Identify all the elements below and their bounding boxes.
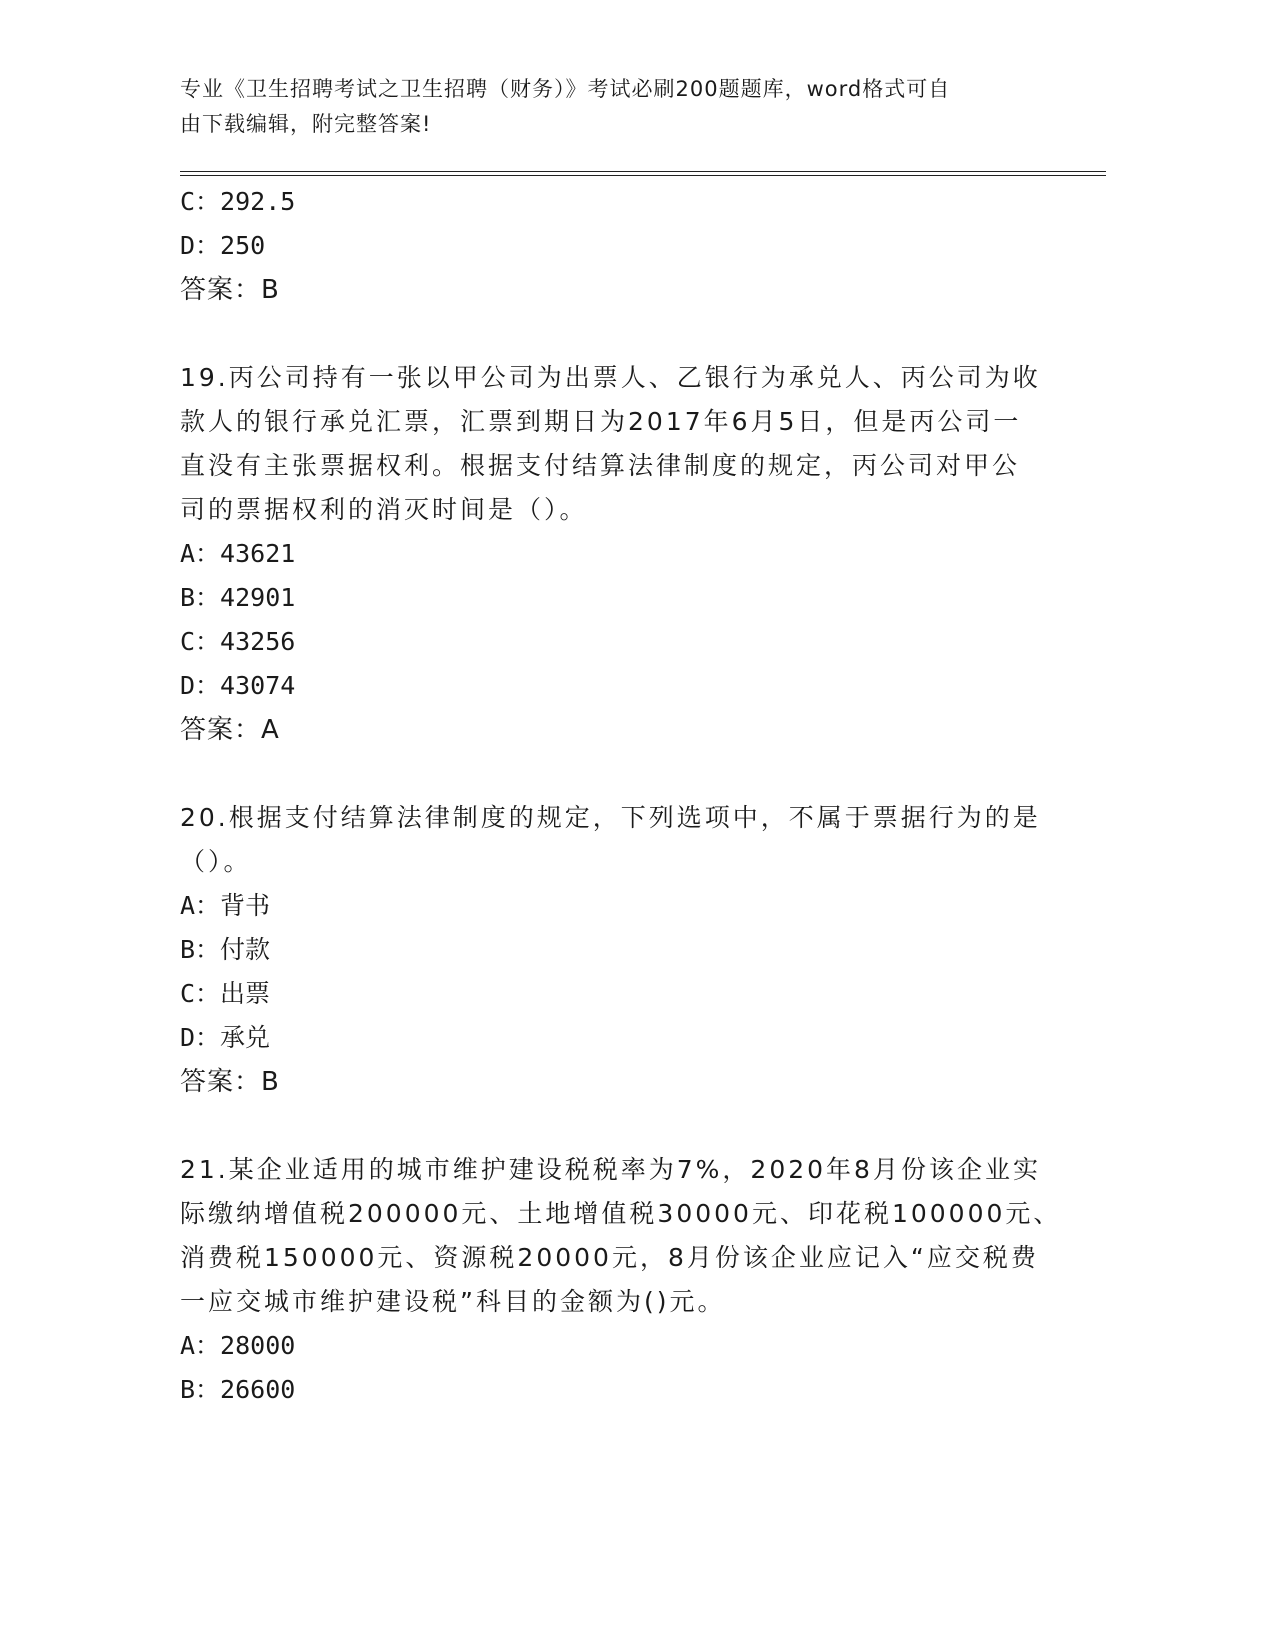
option-d: D：承兑 bbox=[180, 1023, 271, 1052]
question-stem-line: 司的票据权利的消灭时间是（）。 bbox=[180, 495, 588, 524]
option-c: C：43256 bbox=[180, 627, 296, 656]
answer-line: 答案：B bbox=[180, 275, 280, 305]
document-header bbox=[180, 72, 1040, 142]
question-stem-line: 直没有主张票据权利。根据支付结算法律制度的规定，丙公司对甲公 bbox=[180, 451, 1021, 480]
option-d: D：250 bbox=[180, 231, 266, 260]
option-c: C：出票 bbox=[180, 979, 271, 1008]
header-divider-top bbox=[180, 171, 1106, 172]
header-line-1: 专业《卫生招聘考试之卫生招聘（财务）》考试必刷200题题库，word格式可自 bbox=[180, 77, 951, 101]
option-b: B：付款 bbox=[180, 935, 271, 964]
option-b: B：26600 bbox=[180, 1375, 296, 1404]
question-stem-line: 一应交城市维护建设税”科目的金额为()元。 bbox=[180, 1287, 726, 1316]
document-body bbox=[180, 180, 1062, 1412]
question-stem-line: 际缴纳增值税200000元、土地增值税30000元、印花税100000元、 bbox=[180, 1199, 1062, 1228]
question-18-tail bbox=[180, 180, 1040, 312]
question-stem-line: 消费税150000元、资源税20000元，8月份该企业应记入“应交税费 bbox=[180, 1243, 1039, 1272]
question-20 bbox=[180, 796, 1040, 1104]
question-stem-line: 21.某企业适用的城市维护建设税税率为7%，2020年8月份该企业实 bbox=[180, 1155, 1041, 1184]
option-b: B：42901 bbox=[180, 583, 296, 612]
question-stem-line: 20.根据支付结算法律制度的规定，下列选项中，不属于票据行为的是 bbox=[180, 803, 1041, 832]
option-a: A：28000 bbox=[180, 1331, 296, 1360]
answer-line: 答案：B bbox=[180, 1067, 280, 1097]
header-divider-bottom bbox=[180, 175, 1106, 176]
option-d: D：43074 bbox=[180, 671, 296, 700]
option-a: A：背书 bbox=[180, 891, 271, 920]
question-stem-line: （）。 bbox=[180, 847, 252, 876]
header-line-2: 由下载编辑，附完整答案! bbox=[180, 112, 432, 136]
question-stem-line: 款人的银行承兑汇票，汇票到期日为2017年6月5日，但是丙公司一 bbox=[180, 407, 1022, 436]
option-c: C：292.5 bbox=[180, 187, 296, 216]
answer-line: 答案：A bbox=[180, 715, 280, 745]
question-stem-line: 19.丙公司持有一张以甲公司为出票人、乙银行为承兑人、丙公司为收 bbox=[180, 363, 1041, 392]
question-21 bbox=[180, 1148, 1062, 1412]
question-19 bbox=[180, 356, 1040, 752]
option-a: A：43621 bbox=[180, 539, 296, 568]
